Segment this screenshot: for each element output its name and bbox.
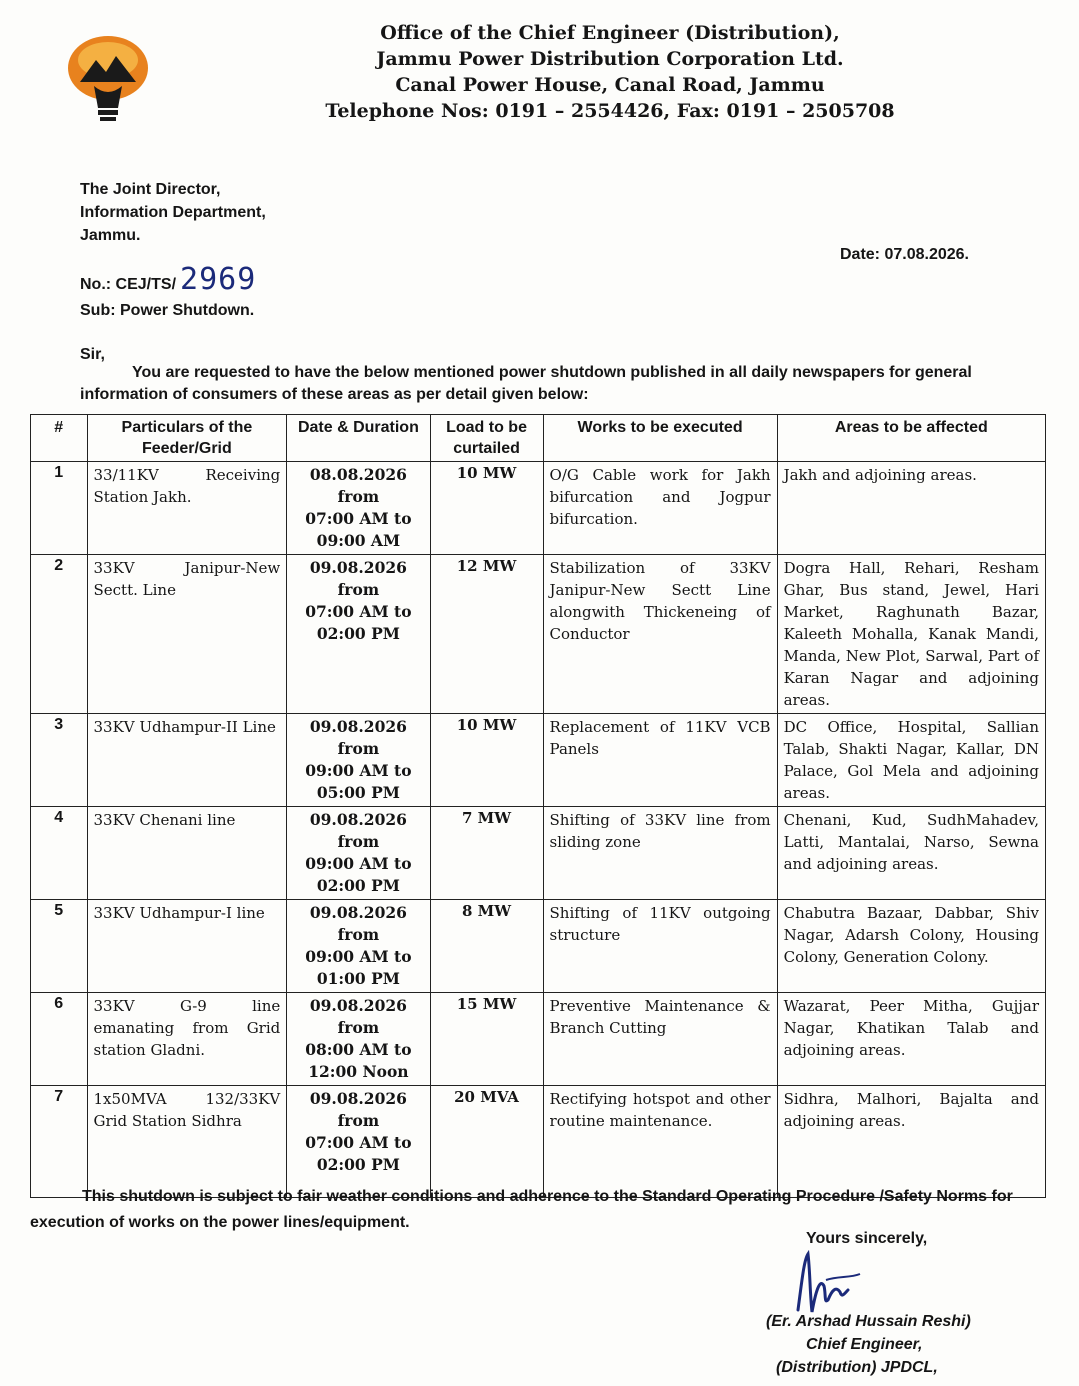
recipient-line: The Joint Director, xyxy=(80,181,221,198)
date-duration-cell xyxy=(287,1086,430,1198)
office-address: Canal Power House, Canal Road, Jammu xyxy=(395,74,825,96)
row-number: 2 xyxy=(31,555,88,714)
signatory-title: Chief Engineer, xyxy=(806,1336,923,1353)
shutdown-date: 09.08.2026 xyxy=(309,903,407,922)
load-cell: 7 MW xyxy=(430,807,543,900)
office-name: Office of the Chief Engineer (Distribution), xyxy=(380,22,840,44)
areas-cell: Dogra Hall, Rehari, Resham Ghar, Bus stand, Jewel, Hari Market, Raghunath Bazar, Kaleeth Mohalla, Kanak Mandi, Manda, New Plot, Sarwal, Part of Karan Nagar and adjoining areas. xyxy=(777,555,1045,714)
row-number: 3 xyxy=(31,714,88,807)
end-time: 01:00 PM xyxy=(316,969,400,988)
start-time: 09:00 AM to xyxy=(305,947,412,966)
recipient-line: Jammu. xyxy=(80,227,141,244)
row-number: 5 xyxy=(31,900,88,993)
end-time: 02:00 PM xyxy=(316,1155,400,1174)
closing: Yours sincerely, xyxy=(806,1230,928,1247)
recipient-line: Information Department, xyxy=(80,204,266,221)
areas-cell: Chenani, Kud, SudhMahadev, Latti, Mantalai, Narso, Sewna and adjoining areas. xyxy=(777,807,1045,900)
from-label: from xyxy=(337,739,380,758)
end-time: 02:00 PM xyxy=(316,624,400,643)
start-time: 08:00 AM to xyxy=(305,1040,412,1059)
row-number: 4 xyxy=(31,807,88,900)
date-duration-cell xyxy=(287,993,430,1086)
footer-text: This shutdown is subject to fair weather conditions and adherence to the Standard Operating Procedure /Safety Norms for execution of works on the power lines/equipment. xyxy=(30,1188,1013,1231)
col-header: Load to be curtailed xyxy=(430,415,543,462)
start-time: 07:00 AM to xyxy=(305,1133,412,1152)
telephone-line: Telephone Nos: 0191 – 2554426, Fax: 0191 – 2505708 xyxy=(325,100,895,122)
shutdown-date: 09.08.2026 xyxy=(309,810,407,829)
areas-cell: Wazarat, Peer Mitha, Gujjar Nagar, Khatikan Talab and adjoining areas. xyxy=(777,993,1045,1086)
table-row xyxy=(31,1086,1046,1198)
from-label: from xyxy=(337,580,380,599)
end-time: 12:00 Noon xyxy=(308,1062,409,1081)
date-duration-cell xyxy=(287,555,430,714)
footer-note xyxy=(30,1184,1060,1236)
corporation-name: Jammu Power Distribution Corporation Ltd. xyxy=(376,48,844,70)
from-label: from xyxy=(337,1018,380,1037)
col-header: # xyxy=(31,415,88,462)
from-label: from xyxy=(337,1111,380,1130)
row-number: 7 xyxy=(31,1086,88,1198)
handwritten-number: 2969 xyxy=(180,262,257,297)
load-cell: 8 MW xyxy=(430,900,543,993)
works-cell: Shifting of 33KV line from sliding zone xyxy=(543,807,777,900)
row-number: 1 xyxy=(31,462,88,555)
feeder-cell: 33/11KV Receiving Station Jakh. xyxy=(87,462,287,555)
start-time: 07:00 AM to xyxy=(305,509,412,528)
works-cell: Stabilization of 33KV Janipur-New Sectt Line alongwith Thickeneing of Conductor xyxy=(543,555,777,714)
load-cell: 10 MW xyxy=(430,462,543,555)
feeder-cell: 33KV Chenani line xyxy=(87,807,287,900)
intro-paragraph xyxy=(80,362,1045,406)
col-header: Areas to be affected xyxy=(777,415,1045,462)
reference-label: No.: CEJ/TS/ xyxy=(80,276,177,293)
salutation: Sir, xyxy=(80,346,105,363)
subject: Sub: Power Shutdown. xyxy=(80,302,255,319)
table-row xyxy=(31,555,1046,714)
load-cell: 15 MW xyxy=(430,993,543,1086)
table-row xyxy=(31,993,1046,1086)
signatory-name: (Er. Arshad Hussain Reshi) xyxy=(766,1313,971,1330)
table-row xyxy=(31,900,1046,993)
jpdcl-logo xyxy=(58,30,158,125)
feeder-cell: 33KV Udhampur-I line xyxy=(87,900,287,993)
start-time: 09:00 AM to xyxy=(305,854,412,873)
areas-cell: Chabutra Bazaar, Dabbar, Shiv Nagar, Adarsh Colony, Housing Colony, Generation Colony. xyxy=(777,900,1045,993)
from-label: from xyxy=(337,487,380,506)
start-time: 09:00 AM to xyxy=(305,761,412,780)
end-time: 09:00 AM xyxy=(316,531,401,550)
works-cell: Replacement of 11KV VCB Panels xyxy=(543,714,777,807)
intro-text: You are requested to have the below mentioned power shutdown published in all daily newspapers for general information of consumers of these areas as per detail given below: xyxy=(80,364,972,403)
shutdown-date: 09.08.2026 xyxy=(309,717,407,736)
from-label: from xyxy=(337,925,380,944)
works-cell: O/G Cable work for Jakh bifurcation and Jogpur bifurcation. xyxy=(543,462,777,555)
signatory-block xyxy=(766,1310,971,1379)
letter-date: Date: 07.08.2026. xyxy=(840,246,969,263)
works-cell: Shifting of 11KV outgoing structure xyxy=(543,900,777,993)
feeder-cell: 33KV G-9 line emanating from Grid station Gladni. xyxy=(87,993,287,1086)
date-duration-cell xyxy=(287,807,430,900)
feeder-cell: 33KV Udhampur-II Line xyxy=(87,714,287,807)
shutdown-date: 09.08.2026 xyxy=(309,558,407,577)
from-label: from xyxy=(337,832,380,851)
row-number: 6 xyxy=(31,993,88,1086)
works-cell: Rectifying hotspot and other routine maintenance. xyxy=(543,1086,777,1198)
shutdown-date: 09.08.2026 xyxy=(309,996,407,1015)
load-cell: 12 MW xyxy=(430,555,543,714)
feeder-cell: 33KV Janipur-New Sectt. Line xyxy=(87,555,287,714)
feeder-cell: 1x50MVA 132/33KV Grid Station Sidhra xyxy=(87,1086,287,1198)
areas-cell: Sidhra, Malhori, Bajalta and adjoining areas. xyxy=(777,1086,1045,1198)
table-header-row xyxy=(31,415,1046,462)
reference-number xyxy=(80,262,256,297)
end-time: 02:00 PM xyxy=(316,876,400,895)
start-time: 07:00 AM to xyxy=(305,602,412,621)
areas-cell: DC Office, Hospital, Sallian Talab, Shakti Nagar, Kallar, DN Palace, Gol Mela and adjoining areas. xyxy=(777,714,1045,807)
table-row xyxy=(31,807,1046,900)
col-header: Works to be executed xyxy=(543,415,777,462)
load-cell: 10 MW xyxy=(430,714,543,807)
shutdown-date: 08.08.2026 xyxy=(309,465,407,484)
shutdown-date: 09.08.2026 xyxy=(309,1089,407,1108)
signatory-dept: (Distribution) JPDCL, xyxy=(776,1359,938,1376)
date-duration-cell xyxy=(287,462,430,555)
end-time: 05:00 PM xyxy=(316,783,400,802)
load-cell: 20 MVA xyxy=(430,1086,543,1198)
date-duration-cell xyxy=(287,714,430,807)
letterhead xyxy=(300,20,920,124)
table-row xyxy=(31,462,1046,555)
works-cell: Preventive Maintenance & Branch Cutting xyxy=(543,993,777,1086)
areas-cell: Jakh and adjoining areas. xyxy=(777,462,1045,555)
table-row xyxy=(31,714,1046,807)
col-header: Date & Duration xyxy=(287,415,430,462)
date-duration-cell xyxy=(287,900,430,993)
shutdown-table xyxy=(30,414,1046,1198)
col-header: Particulars of the Feeder/Grid xyxy=(87,415,287,462)
recipient-address xyxy=(80,178,266,247)
